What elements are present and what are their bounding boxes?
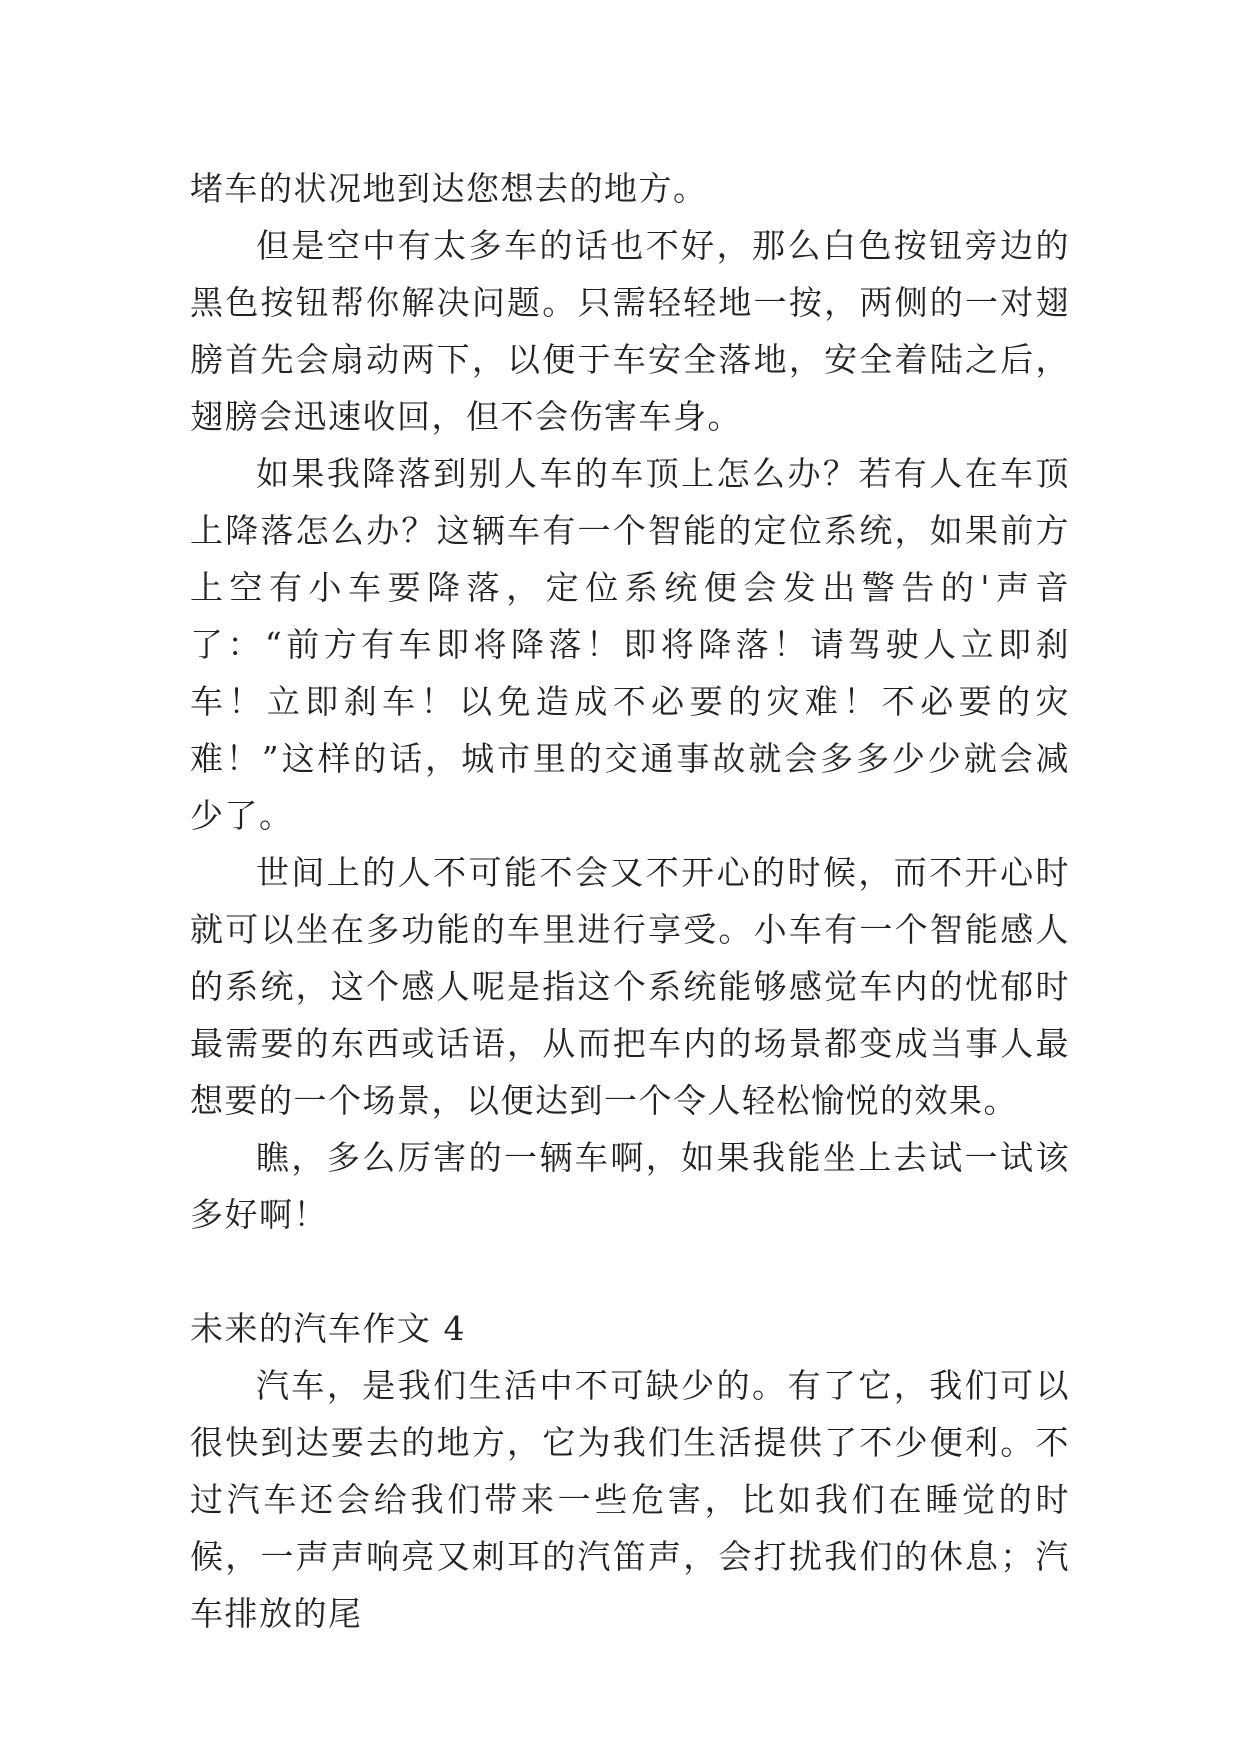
section-title: 未来的汽车作文 4 (190, 1309, 466, 1348)
paragraph-conclusion: 瞧，多么厉害的一辆车啊，如果我能坐上去试一试该多好啊！ (190, 1138, 1070, 1234)
paragraph-positioning-system: 如果我降落到别人车的车顶上怎么办？若有人在车顶上降落怎么办？这辆车有一个智能的定位系统，如果前方上空有小车要降落，定位系统便会发出警告的'声音了：“前方有车即将降落！即将降落！请驾驶人立即刹车！立即刹车！以免造成不必要的灾难！不必要的灾难！”这样的话，城市里的交通事故就会多多少少就会减少了。 (190, 454, 1070, 835)
document-body (190, 160, 1070, 1642)
paragraph-black-button: 但是空中有太多车的话也不好，那么白色按钮旁边的黑色按钮帮你解决问题。只需轻轻地一按，两侧的一对翅膀首先会扇动两下，以便于车安全落地，安全着陆之后，翅膀会迅速收回，但不会伤害车身。 (190, 226, 1070, 436)
paragraph-continuation: 堵车的状况地到达您想去的地方。 (190, 169, 708, 208)
paragraph-intro: 汽车，是我们生活中不可缺少的。有了它，我们可以很快到达要去的地方，它为我们生活提供了不少便利。不过汽车还会给我们带来一些危害，比如我们在睡觉的时候，一声声响亮又刺耳的汽笛声，会打扰我们的休息；汽车排放的尾 (190, 1366, 1070, 1633)
paragraph-emotion-system: 世间上的人不可能不会又不开心的时候，而不开心时就可以坐在多功能的车里进行享受。小车有一个智能感人的系统，这个感人呢是指这个系统能够感觉车内的忧郁时最需要的东西或话语，从而把车内的场景都变成当事人最想要的一个场景，以便达到一个令人轻松愉悦的效果。 (190, 853, 1070, 1120)
